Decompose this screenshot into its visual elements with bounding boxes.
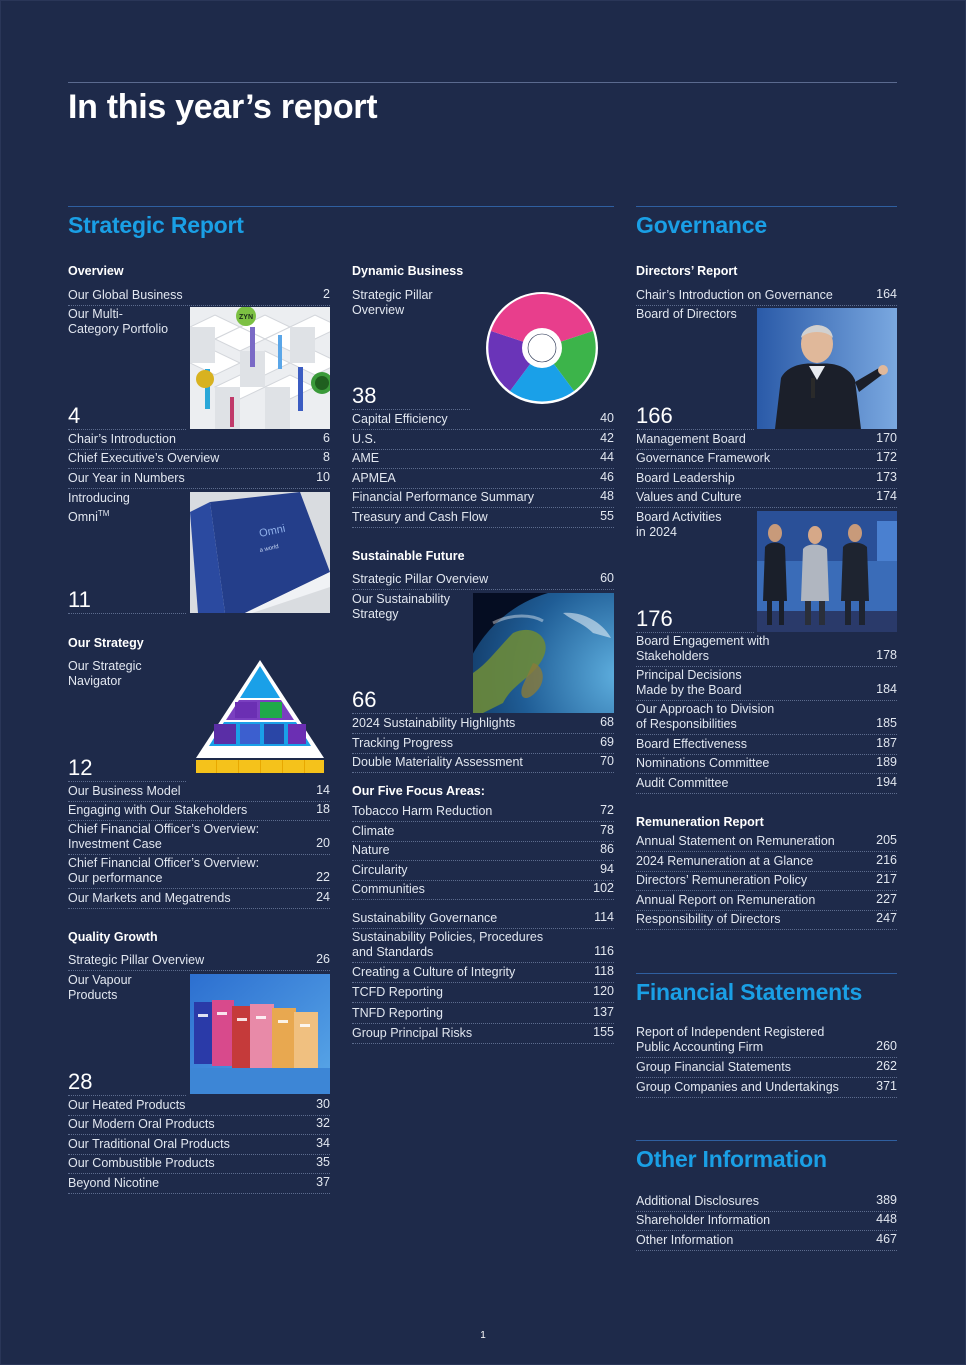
- quality-growth-heading: Quality Growth: [68, 930, 158, 944]
- overview-heading: Overview: [68, 264, 124, 278]
- toc-entry[interactable]: Our Approach to Division of Responsibilities 185: [636, 702, 897, 735]
- strategic-report-title: Strategic Report: [68, 212, 244, 238]
- toc-entry[interactable]: Chief Financial Officer’s Overview: Investment Case 20: [68, 822, 330, 855]
- toc-entry[interactable]: Values and Culture 174: [636, 490, 897, 508]
- toc-entry[interactable]: Our Business Model 14: [68, 784, 330, 802]
- toc-entry[interactable]: Creating a Culture of Integrity 118: [352, 965, 614, 983]
- toc-entry[interactable]: Nominations Committee 189: [636, 756, 897, 774]
- omni-report-image: [190, 492, 330, 613]
- feature-page[interactable]: 38: [352, 384, 470, 410]
- feature-label[interactable]: Our Sustainability Strategy: [352, 592, 450, 621]
- feature-page[interactable]: 11: [68, 588, 186, 614]
- toc-entry[interactable]: AME 44: [352, 451, 614, 469]
- toc-entry[interactable]: Board Effectiveness 187: [636, 737, 897, 755]
- governance-title: Governance: [636, 212, 767, 238]
- strategic-navigator-image: [190, 658, 330, 774]
- toc-entry[interactable]: Our Year in Numbers 10: [68, 471, 330, 489]
- feature-page[interactable]: 28: [68, 1070, 186, 1096]
- toc-entry[interactable]: Management Board 170: [636, 432, 897, 450]
- toc-entry[interactable]: Our Combustible Products 35: [68, 1156, 330, 1174]
- toc-entry[interactable]: Board Engagement with Stakeholders 178: [636, 634, 897, 667]
- top-rule: [68, 82, 897, 83]
- svg-text:Omni: Omni: [258, 522, 287, 540]
- focus-areas-heading: Our Five Focus Areas:: [352, 784, 485, 798]
- feature-label[interactable]: Strategic Pillar Overview: [352, 288, 433, 317]
- feature-label[interactable]: Our Strategic Navigator: [68, 659, 142, 688]
- toc-entry[interactable]: TNFD Reporting 137: [352, 1006, 614, 1024]
- toc-entry[interactable]: Responsibility of Directors 247: [636, 912, 897, 930]
- other-rule: [636, 1140, 897, 1141]
- toc-entry[interactable]: Governance Framework 172: [636, 451, 897, 469]
- dynamic-business-heading: Dynamic Business: [352, 264, 464, 278]
- other-information-title: Other Information: [636, 1146, 827, 1172]
- toc-entry[interactable]: Annual Report on Remuneration 227: [636, 893, 897, 911]
- toc-entry[interactable]: Strategic Pillar Overview 60: [352, 572, 614, 590]
- toc-entry[interactable]: Our Traditional Oral Products 34: [68, 1137, 330, 1155]
- toc-entry[interactable]: Beyond Nicotine 37: [68, 1176, 330, 1194]
- toc-entry[interactable]: Audit Committee 194: [636, 776, 897, 794]
- financial-rule: [636, 973, 897, 974]
- toc-entry[interactable]: Principal Decisions Made by the Board 184: [636, 668, 897, 701]
- toc-entry[interactable]: Financial Performance Summary 48: [352, 490, 614, 508]
- toc-entry[interactable]: Other Information 467: [636, 1233, 897, 1251]
- toc-entry[interactable]: Annual Statement on Remuneration 205: [636, 834, 897, 852]
- toc-entry[interactable]: Group Principal Risks 155: [352, 1026, 614, 1044]
- toc-entry[interactable]: Chair’s Introduction 6: [68, 432, 330, 450]
- remuneration-report-heading: Remuneration Report: [636, 815, 764, 829]
- toc-entry[interactable]: 2024 Remuneration at a Glance 216: [636, 854, 897, 872]
- feature-label[interactable]: Our Vapour Products: [68, 973, 132, 1002]
- toc-entry[interactable]: Capital Efficiency 40: [352, 412, 614, 430]
- vapour-products-image: [190, 974, 330, 1094]
- feature-label[interactable]: Board of Directors: [636, 307, 737, 321]
- svg-text:a world: a world: [259, 544, 280, 554]
- financial-statements-title: Financial Statements: [636, 979, 863, 1005]
- board-of-directors-image: [757, 308, 897, 429]
- toc-entry[interactable]: Strategic Pillar Overview 26: [68, 953, 330, 971]
- toc-entry[interactable]: Sustainability Policies, Procedures and Standards 116: [352, 930, 614, 963]
- toc-entry[interactable]: Chair’s Introduction on Governance 164: [636, 288, 897, 306]
- toc-entry[interactable]: Report of Independent Registered Public Accounting Firm 260: [636, 1025, 897, 1058]
- toc-entry[interactable]: Shareholder Information 448: [636, 1213, 897, 1231]
- toc-entry[interactable]: Directors’ Remuneration Policy 217: [636, 873, 897, 891]
- toc-entry[interactable]: Our Heated Products 30: [68, 1098, 330, 1116]
- toc-entry[interactable]: Additional Disclosures 389: [636, 1194, 897, 1212]
- toc-entry[interactable]: Our Markets and Megatrends 24: [68, 891, 330, 909]
- toc-entry[interactable]: Treasury and Cash Flow 55: [352, 510, 614, 528]
- feature-page[interactable]: 176: [636, 607, 754, 633]
- page-number: 1: [480, 1330, 486, 1341]
- feature-page[interactable]: 12: [68, 756, 186, 782]
- toc-entry[interactable]: U.S. 42: [352, 432, 614, 450]
- feature-label[interactable]: Board Activities in 2024: [636, 510, 722, 539]
- feature-page[interactable]: 166: [636, 404, 754, 430]
- svg-text:ZYN: ZYN: [239, 314, 253, 321]
- toc-entry[interactable]: Climate 78: [352, 824, 614, 842]
- toc-entry[interactable]: Chief Executive’s Overview 8: [68, 451, 330, 469]
- strategic-rule: [68, 206, 614, 207]
- toc-entry[interactable]: 2024 Sustainability Highlights 68: [352, 716, 614, 734]
- toc-entry[interactable]: Group Financial Statements 262: [636, 1060, 897, 1078]
- toc-entry[interactable]: Group Companies and Undertakings 371: [636, 1080, 897, 1098]
- strategic-pillar-wheel-image: [484, 292, 600, 404]
- feature-label[interactable]: Introducing Omni™: [68, 491, 130, 525]
- toc-entry[interactable]: Tracking Progress 69: [352, 736, 614, 754]
- toc-entry[interactable]: Communities 102: [352, 882, 614, 900]
- toc-entry[interactable]: Our Modern Oral Products 32: [68, 1117, 330, 1135]
- governance-rule: [636, 206, 897, 207]
- strategy-heading: Our Strategy: [68, 636, 144, 650]
- directors-report-heading: Directors’ Report: [636, 264, 738, 278]
- toc-entry[interactable]: Double Materiality Assessment 70: [352, 755, 614, 773]
- toc-entry[interactable]: APMEA 46: [352, 471, 614, 489]
- page-title: In this year’s report: [68, 88, 378, 126]
- toc-entry[interactable]: Tobacco Harm Reduction 72: [352, 804, 614, 822]
- toc-entry[interactable]: Engaging with Our Stakeholders 18: [68, 803, 330, 821]
- toc-entry[interactable]: Board Leadership 173: [636, 471, 897, 489]
- toc-entry[interactable]: Chief Financial Officer’s Overview: Our performance 22: [68, 856, 330, 889]
- toc-entry[interactable]: Our Global Business 2: [68, 288, 330, 306]
- toc-entry[interactable]: Nature 86: [352, 843, 614, 861]
- toc-entry[interactable]: Sustainability Governance 114: [352, 911, 614, 929]
- portfolio-image: [190, 307, 330, 429]
- feature-page[interactable]: 66: [352, 688, 470, 714]
- sustainable-future-heading: Sustainable Future: [352, 549, 465, 563]
- toc-entry[interactable]: TCFD Reporting 120: [352, 985, 614, 1003]
- feature-label[interactable]: Our Multi- Category Portfolio: [68, 307, 169, 336]
- feature-page[interactable]: 4: [68, 404, 186, 430]
- earth-image: [473, 593, 614, 713]
- board-activities-image: [757, 511, 897, 632]
- toc-entry[interactable]: Circularity 94: [352, 863, 614, 881]
